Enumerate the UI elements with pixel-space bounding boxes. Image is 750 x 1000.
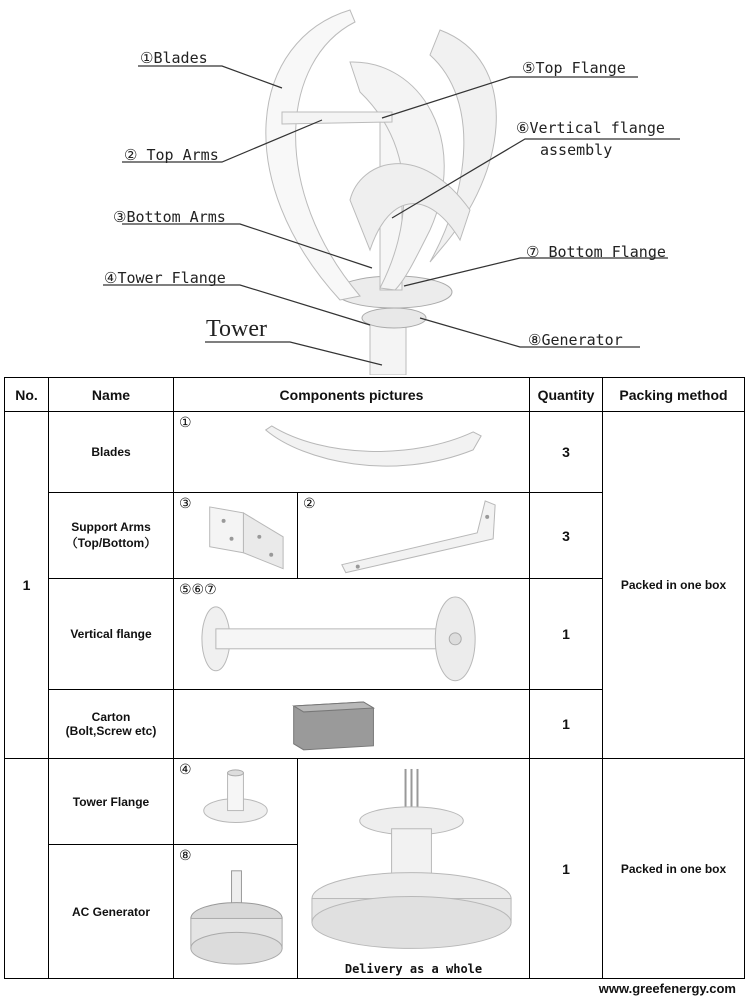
picture-assembled-generator	[298, 758, 530, 978]
top-arm-bracket-picture	[298, 493, 529, 579]
assembled-generator-picture	[298, 759, 529, 978]
name-blades: Blades	[49, 412, 174, 493]
picture-blades	[174, 412, 530, 493]
quantity-vertical-flange: 1	[530, 579, 603, 690]
website-link[interactable]: www.greefenergy.com	[598, 981, 736, 996]
group-number-cell-2	[5, 758, 49, 978]
picture-bottom-arm	[174, 492, 298, 579]
label-bottom-arms: ③Bottom Arms	[113, 208, 226, 226]
header-quantity: Quantity	[530, 378, 603, 412]
part-number-2: ②	[303, 495, 316, 512]
parts-table	[4, 377, 745, 979]
quantity-blades: 3	[530, 412, 603, 493]
quantity-support-arms: 3	[530, 492, 603, 579]
picture-vertical-flange	[174, 579, 530, 690]
delivery-caption: Delivery as a whole	[344, 962, 483, 977]
label-blades: ①Blades	[140, 49, 208, 67]
left-blade	[266, 10, 360, 300]
support-arms-sublabel: （Top/Bottom）	[65, 536, 157, 551]
name-vertical-flange: Vertical flange	[49, 579, 174, 690]
name-support-arms	[49, 492, 174, 579]
name-carton	[49, 690, 174, 759]
label-top-flange: ⑤Top Flange	[522, 59, 626, 77]
tower-flange-picture	[174, 759, 297, 844]
tower-pole	[370, 325, 406, 375]
top-arm	[282, 112, 392, 124]
part-number-3: ③	[179, 495, 192, 512]
packing-group-2: Packed in one box	[603, 758, 745, 978]
part-number-1: ①	[179, 415, 192, 431]
label-bottom-flange: ⑦ Bottom Flange	[526, 243, 666, 261]
ac-generator-picture	[174, 845, 297, 978]
carton-label: Carton	[91, 709, 131, 724]
quantity-group-2: 1	[530, 758, 603, 978]
label-tower: Tower	[206, 316, 267, 342]
header-pictures: Components pictures	[174, 378, 530, 412]
part-number-8: ⑧	[179, 848, 192, 865]
header-name: Name	[49, 378, 174, 412]
label-vertical-flange: ⑥Vertical flange	[516, 119, 665, 137]
quantity-carton: 1	[530, 690, 603, 759]
header-packing: Packing method	[603, 378, 745, 412]
bottom-arm-bracket-picture	[174, 493, 297, 579]
table-header-row	[5, 378, 745, 412]
turbine-diagram	[0, 0, 750, 375]
picture-tower-flange	[174, 758, 298, 844]
label-generator: ⑧Generator	[528, 331, 623, 349]
picture-carton	[174, 690, 530, 759]
part-number-5-6-7: ⑤⑥⑦	[179, 582, 217, 599]
header-no: No.	[5, 378, 49, 412]
table-row-tower-flange	[5, 758, 745, 844]
table-row-blades	[5, 412, 745, 493]
name-ac-generator: AC Generator	[49, 845, 174, 979]
packing-group-1: Packed in one box	[603, 412, 745, 759]
carton-sublabel: (Bolt,Screw etc)	[65, 723, 157, 738]
label-tower-flange: ④Tower Flange	[104, 269, 226, 287]
picture-top-arm	[298, 492, 530, 579]
vertical-flange-picture	[174, 579, 529, 689]
group-number-cell: 1	[5, 412, 49, 759]
generator-body	[362, 308, 426, 328]
support-arms-label: Support Arms	[71, 520, 151, 535]
label-top-arms: ② Top Arms	[124, 146, 219, 164]
label-vertical-flange-assembly: assembly	[540, 141, 613, 159]
carton-box-picture	[174, 690, 529, 758]
picture-ac-generator	[174, 845, 298, 979]
part-number-4: ④	[179, 761, 192, 778]
turbine-illustration	[0, 0, 750, 375]
blade-picture	[174, 412, 529, 492]
name-tower-flange: Tower Flange	[49, 758, 174, 844]
